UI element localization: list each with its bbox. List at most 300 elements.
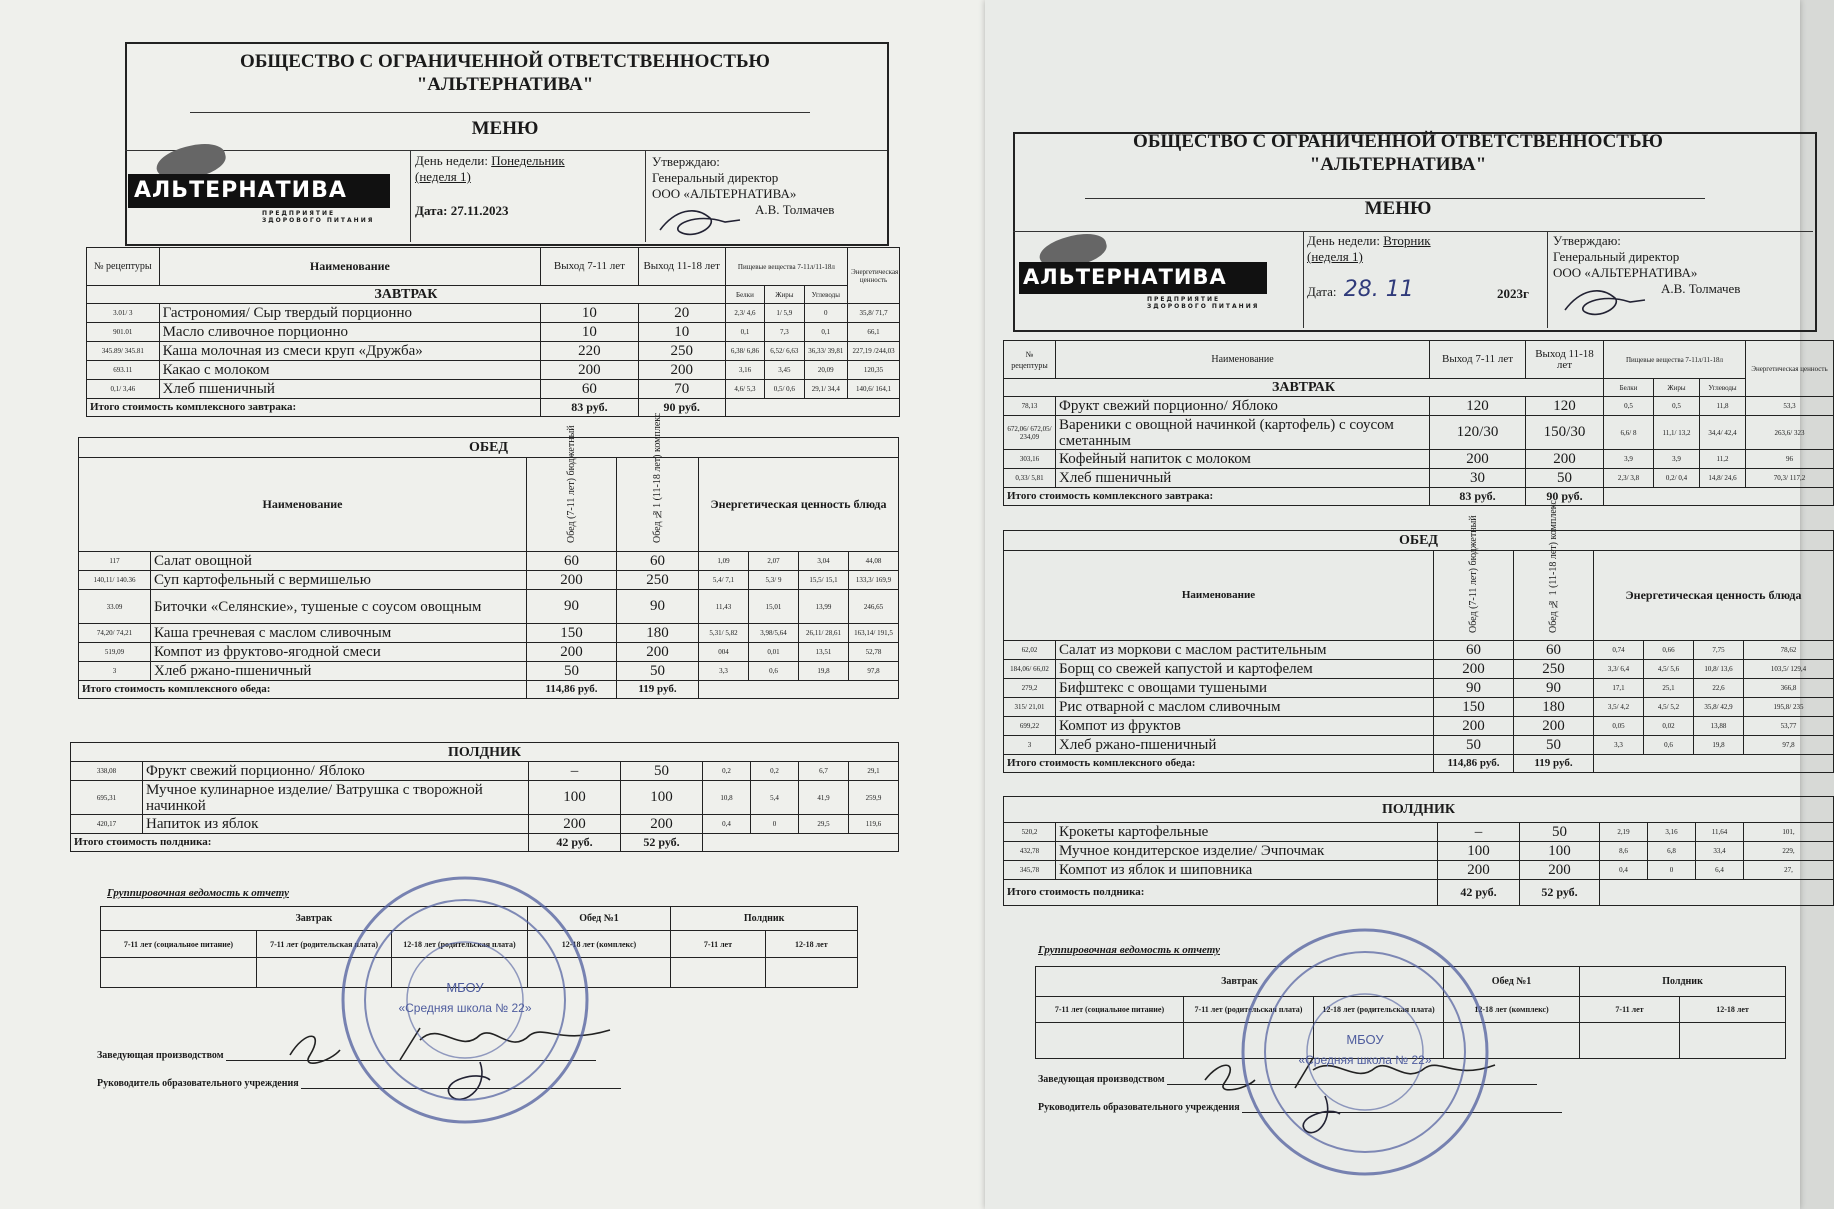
portion-11-18: 250 bbox=[1514, 660, 1594, 679]
portion-11-18: 200 bbox=[1514, 717, 1594, 736]
school-stamp bbox=[335, 870, 595, 1130]
grp-lunch: Обед №1 bbox=[1444, 967, 1580, 997]
fats-value: 0 bbox=[1648, 861, 1696, 880]
portion-7-11: 200 bbox=[527, 571, 617, 590]
portion-11-18: 200 bbox=[1520, 861, 1600, 880]
carbs-value: 6,4 bbox=[1696, 861, 1744, 880]
breakfast-total-2: 90 руб. bbox=[638, 399, 725, 417]
snack-total-2: 52 руб. bbox=[1520, 880, 1600, 906]
grp-snack: Полдник bbox=[671, 907, 858, 931]
dish-name: Компот из яблок и шиповника bbox=[1056, 861, 1438, 880]
org-line-2: "АЛЬТЕРНАТИВА" bbox=[1309, 154, 1487, 175]
portion-7-11: 100 bbox=[529, 781, 621, 815]
stamp-text-2: «Средняя школа № 22» bbox=[398, 1001, 532, 1015]
approve-label: Утверждаю: bbox=[652, 154, 720, 169]
energy-value: 96 bbox=[1746, 450, 1834, 469]
snack-total-1: 42 руб. bbox=[529, 834, 621, 852]
carbs-value: 29,5 bbox=[799, 815, 849, 834]
carbs-value: 20,09 bbox=[804, 361, 848, 380]
col-out-1: Выход 7-11 лет bbox=[1430, 341, 1526, 379]
portion-7-11: 10 bbox=[541, 323, 638, 342]
proteins-value: 2,3/ 3,8 bbox=[1604, 469, 1654, 488]
fats-value: 3,9 bbox=[1654, 450, 1700, 469]
col-energy: Энергетическая ценность bbox=[1746, 341, 1834, 397]
portion-7-11: 60 bbox=[527, 552, 617, 571]
dish-name: Хлеб ржано-пшеничный bbox=[151, 662, 527, 681]
dish-name: Бифштекс с овощами тушеными bbox=[1056, 679, 1434, 698]
carbs-value: 22,6 bbox=[1694, 679, 1744, 698]
day-value: Понедельник bbox=[491, 153, 565, 168]
fats-value: 6,8 bbox=[1648, 842, 1696, 861]
breakfast-header-row bbox=[87, 248, 900, 286]
carbs-value: 15,5/ 15,1 bbox=[799, 571, 849, 590]
portion-11-18: 180 bbox=[1514, 698, 1594, 717]
portion-7-11: 150 bbox=[527, 624, 617, 643]
portion-7-11: 120/30 bbox=[1430, 416, 1526, 450]
week-number: (неделя 1) bbox=[1307, 249, 1363, 264]
proteins-value: 5,4/ 7,1 bbox=[699, 571, 749, 590]
header-col-divider-2 bbox=[645, 150, 646, 242]
dish-name: Мучное кулинарное изделие/ Ватрушка с творожной начинкой bbox=[143, 781, 529, 815]
portion-11-18: 250 bbox=[638, 342, 725, 361]
week-number: (неделя 1) bbox=[415, 169, 471, 184]
portion-7-11: 200 bbox=[541, 361, 638, 380]
grp-col-3: 12-18 лет (родительская плата) bbox=[1314, 997, 1444, 1023]
portion-7-11: 60 bbox=[541, 380, 638, 399]
recipe-number: 33.09 bbox=[79, 590, 151, 624]
portion-7-11: 50 bbox=[527, 662, 617, 681]
energy-value: 133,3/ 169,9 bbox=[849, 571, 899, 590]
snack-row bbox=[71, 781, 899, 815]
energy-value: 53,77 bbox=[1744, 717, 1834, 736]
lunch-row bbox=[79, 662, 899, 681]
col-proteins: Белки bbox=[1604, 379, 1654, 397]
dish-name: Масло сливочное порционно bbox=[159, 323, 541, 342]
lunch-row bbox=[79, 643, 899, 662]
energy-value: 227,19 /244,03 bbox=[848, 342, 900, 361]
recipe-number: 0,1/ 3,46 bbox=[87, 380, 160, 399]
proteins-value: 3,3 bbox=[699, 662, 749, 681]
org-underline bbox=[190, 112, 810, 113]
carbs-value: 35,8/ 42,9 bbox=[1694, 698, 1744, 717]
energy-value: 195,8/ 235 bbox=[1744, 698, 1834, 717]
breakfast-row bbox=[87, 304, 900, 323]
fats-value: 1/ 5,9 bbox=[765, 304, 804, 323]
portion-11-18: 50 bbox=[621, 762, 703, 781]
portion-7-11: 200 bbox=[1434, 660, 1514, 679]
energy-value: 97,8 bbox=[1744, 736, 1834, 755]
grp-col-4: 12-18 лет (комплекс) bbox=[527, 931, 671, 958]
col-out-2: Выход 11-18 лет bbox=[638, 248, 725, 286]
snack-total-label: Итого стоимость полдника: bbox=[71, 834, 529, 852]
lunch-col-1: Обед (7-11 лет) бюджетный bbox=[1468, 514, 1479, 633]
lunch-table bbox=[78, 412, 899, 699]
dish-name: Борщ со свежей капустой и картофелем bbox=[1056, 660, 1434, 679]
portion-7-11: 220 bbox=[541, 342, 638, 361]
lunch-col-energy: Энергетическая ценность блюда bbox=[699, 458, 899, 552]
grp-col-1: 7-11 лет (социальное питание) bbox=[1036, 997, 1184, 1023]
school-head-label: Руководитель образовательного учреждения bbox=[1038, 1102, 1240, 1113]
logo-word: АЛЬТЕРНАТИВА bbox=[134, 178, 347, 203]
proteins-value: 0,5 bbox=[1604, 397, 1654, 416]
lunch-total-1: 114,86 руб. bbox=[527, 681, 617, 699]
dish-name: Напиток из яблок bbox=[143, 815, 529, 834]
fats-value: 5,3/ 9 bbox=[749, 571, 799, 590]
org-line-2: "АЛЬТЕРНАТИВА" bbox=[416, 74, 594, 95]
fats-value: 0,6 bbox=[1644, 736, 1694, 755]
col-out-1: Выход 7-11 лет bbox=[541, 248, 638, 286]
header-col-divider-1 bbox=[1303, 231, 1304, 328]
fats-value: 3,98/5,64 bbox=[749, 624, 799, 643]
day-value: Вторник bbox=[1383, 233, 1431, 248]
snack-total-row bbox=[1004, 880, 1834, 906]
energy-value: 78,62 bbox=[1744, 641, 1834, 660]
lunch-rows bbox=[79, 552, 899, 681]
dish-name: Каша гречневая с маслом сливочным bbox=[151, 624, 527, 643]
snack-section-title: ПОЛДНИК bbox=[71, 743, 899, 762]
proteins-value: 004 bbox=[699, 643, 749, 662]
portion-7-11: 200 bbox=[529, 815, 621, 834]
proteins-value: 0,2 bbox=[703, 762, 751, 781]
fats-value: 15,01 bbox=[749, 590, 799, 624]
dish-name: Мучное кондитерское изделие/ Эчпочмак bbox=[1056, 842, 1438, 861]
carbs-value: 0 bbox=[804, 304, 848, 323]
date-label: Дата: bbox=[415, 203, 448, 218]
portion-7-11: 200 bbox=[1430, 450, 1526, 469]
fats-value: 3,16 bbox=[1648, 823, 1696, 842]
carbs-value: 11,8 bbox=[1700, 397, 1746, 416]
recipe-number: 699,22 bbox=[1004, 717, 1056, 736]
portion-11-18: 200 bbox=[1526, 450, 1604, 469]
lunch-col-energy: Энергетическая ценность блюда bbox=[1594, 551, 1834, 641]
lunch-col-1: Обед (7-11 лет) бюджетный bbox=[566, 424, 577, 543]
portion-11-18: 10 bbox=[638, 323, 725, 342]
energy-value: 27, bbox=[1744, 861, 1834, 880]
grouping-report-title: Группировочная ведомость к отчету bbox=[1038, 944, 1220, 956]
dish-name: Фрукт свежий порционно/ Яблоко bbox=[143, 762, 529, 781]
energy-value: 29,1 bbox=[849, 762, 899, 781]
carbs-value: 13,88 bbox=[1694, 717, 1744, 736]
proteins-value: 3,3 bbox=[1594, 736, 1644, 755]
portion-7-11: 90 bbox=[527, 590, 617, 624]
org-line-1: ОБЩЕСТВО С ОГРАНИЧЕННОЙ ОТВЕТСТВЕННОСТЬЮ bbox=[1133, 131, 1663, 152]
energy-value: 120,35 bbox=[848, 361, 900, 380]
recipe-number: 695,31 bbox=[71, 781, 143, 815]
recipe-number: 519,09 bbox=[79, 643, 151, 662]
proteins-value: 3,16 bbox=[725, 361, 764, 380]
organization-name bbox=[125, 50, 885, 96]
portion-7-11: 100 bbox=[1438, 842, 1520, 861]
approver-name: А.В. Толмачев bbox=[1661, 281, 1741, 296]
carbs-value: 7,75 bbox=[1694, 641, 1744, 660]
snack-rows bbox=[1004, 823, 1834, 880]
dish-name: Крокеты картофельные bbox=[1056, 823, 1438, 842]
lunch-rows bbox=[1004, 641, 1834, 755]
proteins-value: 1,09 bbox=[699, 552, 749, 571]
fats-value: 5,4 bbox=[751, 781, 799, 815]
grp-col-2: 7-11 лет (родительская плата) bbox=[256, 931, 391, 958]
proteins-value: 0,74 bbox=[1594, 641, 1644, 660]
portion-11-18: 150/30 bbox=[1526, 416, 1604, 450]
grouping-report-title: Группировочная ведомость к отчету bbox=[107, 887, 289, 899]
dish-name: Хлеб ржано-пшеничный bbox=[1056, 736, 1434, 755]
organization-name bbox=[1013, 130, 1783, 176]
breakfast-section-title: ЗАВТРАК bbox=[87, 286, 726, 304]
grp-col-1: 7-11 лет (социальное питание) bbox=[101, 931, 257, 958]
col-nutrients: Пищевые вещества 7-11л/11-18л bbox=[725, 248, 847, 286]
snack-row bbox=[1004, 861, 1834, 880]
recipe-number: 432,78 bbox=[1004, 842, 1056, 861]
energy-value: 66,1 bbox=[848, 323, 900, 342]
snack-row bbox=[71, 762, 899, 781]
snack-table bbox=[1003, 796, 1834, 906]
dish-name: Салат овощной bbox=[151, 552, 527, 571]
menu-sheet-tuesday bbox=[985, 0, 1828, 1209]
portion-11-18: 200 bbox=[638, 361, 725, 380]
lunch-row bbox=[1004, 717, 1834, 736]
portion-7-11: – bbox=[1438, 823, 1520, 842]
portion-7-11: 200 bbox=[527, 643, 617, 662]
portion-11-18: 200 bbox=[617, 643, 699, 662]
fats-value: 0,02 bbox=[1644, 717, 1694, 736]
carbs-value: 11,64 bbox=[1696, 823, 1744, 842]
proteins-value: 3,9 bbox=[1604, 450, 1654, 469]
proteins-value: 0,1 bbox=[725, 323, 764, 342]
energy-value: 101, bbox=[1744, 823, 1834, 842]
snack-total-row bbox=[71, 834, 899, 852]
carbs-value: 13,99 bbox=[799, 590, 849, 624]
lunch-header-row bbox=[1004, 551, 1834, 641]
portion-11-18: 50 bbox=[1526, 469, 1604, 488]
logo-subtitle: ПРЕДПРИЯТИЕ ЗДОРОВОГО ПИТАНИЯ bbox=[1147, 296, 1260, 310]
fats-value: 7,3 bbox=[765, 323, 804, 342]
proteins-value: 6,38/ 6,86 bbox=[725, 342, 764, 361]
menu-date bbox=[415, 203, 509, 219]
proteins-value: 0,05 bbox=[1594, 717, 1644, 736]
col-fats: Жиры bbox=[765, 286, 804, 304]
dish-name: Рис отварной с маслом сливочным bbox=[1056, 698, 1434, 717]
school-head-label: Руководитель образовательного учреждения bbox=[97, 1078, 299, 1089]
grp-col-5: 7-11 лет bbox=[1580, 997, 1680, 1023]
snack-row bbox=[1004, 823, 1834, 842]
recipe-number: 303,16 bbox=[1004, 450, 1056, 469]
breakfast-row bbox=[1004, 397, 1834, 416]
stamp-text-2: «Средняя школа № 22» bbox=[1298, 1053, 1432, 1067]
breakfast-row bbox=[87, 380, 900, 399]
portion-11-18: 70 bbox=[638, 380, 725, 399]
menu-title: МЕНЮ bbox=[1364, 198, 1432, 219]
stamp-text-1: МБОУ bbox=[1346, 1032, 1384, 1047]
carbs-value: 0,1 bbox=[804, 323, 848, 342]
fats-value: 4,5/ 5,6 bbox=[1644, 660, 1694, 679]
grp-snack: Полдник bbox=[1580, 967, 1786, 997]
col-carbs: Углеводы bbox=[804, 286, 848, 304]
fats-value: 11,1/ 13,2 bbox=[1654, 416, 1700, 450]
lunch-row bbox=[1004, 660, 1834, 679]
recipe-number: 62,02 bbox=[1004, 641, 1056, 660]
fats-value: 4,5/ 5,2 bbox=[1644, 698, 1694, 717]
carbs-value: 6,7 bbox=[799, 762, 849, 781]
lunch-total-row bbox=[1004, 755, 1834, 773]
recipe-number: 0,33/ 5,81 bbox=[1004, 469, 1056, 488]
portion-7-11: 60 bbox=[1434, 641, 1514, 660]
grp-breakfast: Завтрак bbox=[1036, 967, 1444, 997]
lunch-total-label: Итого стоимость комплексного обеда: bbox=[1004, 755, 1434, 773]
col-name: Наименование bbox=[1056, 341, 1430, 379]
approver-org: ООО «АЛЬТЕРНАТИВА» bbox=[652, 186, 797, 201]
lunch-row bbox=[79, 552, 899, 571]
lunch-total-label: Итого стоимость комплексного обеда: bbox=[79, 681, 527, 699]
grp-col-2: 7-11 лет (родительская плата) bbox=[1184, 997, 1314, 1023]
fats-value: 0,66 bbox=[1644, 641, 1694, 660]
proteins-value: 0,4 bbox=[703, 815, 751, 834]
portion-11-18: 250 bbox=[617, 571, 699, 590]
dish-name: Каша молочная из смеси круп «Дружба» bbox=[159, 342, 541, 361]
logo-subtitle: ПРЕДПРИЯТИЕ ЗДОРОВОГО ПИТАНИЯ bbox=[262, 210, 375, 224]
snack-total-2: 52 руб. bbox=[621, 834, 703, 852]
dish-name: Салат из моркови с маслом растительным bbox=[1056, 641, 1434, 660]
snack-section-title: ПОЛДНИК bbox=[1004, 797, 1834, 823]
portion-11-18: 90 bbox=[617, 590, 699, 624]
lunch-total-row bbox=[79, 681, 899, 699]
org-line-1: ОБЩЕСТВО С ОГРАНИЧЕННОЙ ОТВЕТСТВЕННОСТЬЮ bbox=[240, 51, 770, 72]
portion-7-11: 50 bbox=[1434, 736, 1514, 755]
portion-11-18: 50 bbox=[1520, 823, 1600, 842]
proteins-value: 3,3/ 6,4 bbox=[1594, 660, 1644, 679]
grp-col-6: 12-18 лет bbox=[765, 931, 857, 958]
col-recipe: № рецептуры bbox=[1004, 341, 1056, 379]
carbs-value: 13,51 bbox=[799, 643, 849, 662]
dish-name: Гастрономия/ Сыр твердый порционно bbox=[159, 304, 541, 323]
carbs-value: 33,4 bbox=[1696, 842, 1744, 861]
proteins-value: 2,3/ 4,6 bbox=[725, 304, 764, 323]
lunch-header-row bbox=[79, 458, 899, 552]
dish-name: Вареники с овощной начинкой (картофель) с соусом сметанным bbox=[1056, 416, 1430, 450]
proteins-value: 8,6 bbox=[1600, 842, 1648, 861]
portion-11-18: 180 bbox=[617, 624, 699, 643]
lunch-row bbox=[79, 571, 899, 590]
breakfast-row bbox=[1004, 416, 1834, 450]
breakfast-rows bbox=[1004, 397, 1834, 488]
col-carbs: Углеводы bbox=[1700, 379, 1746, 397]
proteins-value: 17,1 bbox=[1594, 679, 1644, 698]
recipe-number: 420,17 bbox=[71, 815, 143, 834]
fats-value: 0,2 bbox=[751, 762, 799, 781]
carbs-value: 11,2 bbox=[1700, 450, 1746, 469]
carbs-value: 19,8 bbox=[799, 662, 849, 681]
lunch-total-2: 119 руб. bbox=[617, 681, 699, 699]
company-logo bbox=[128, 146, 408, 238]
portion-7-11: 120 bbox=[1430, 397, 1526, 416]
breakfast-total-row bbox=[87, 399, 900, 417]
dish-name: Хлеб пшеничный bbox=[159, 380, 541, 399]
portion-11-18: 120 bbox=[1526, 397, 1604, 416]
energy-value: 97,8 bbox=[849, 662, 899, 681]
fats-value: 0,2/ 0,4 bbox=[1654, 469, 1700, 488]
snack-total-1: 42 руб. bbox=[1438, 880, 1520, 906]
portion-11-18: 50 bbox=[1514, 736, 1594, 755]
fats-value: 25,1 bbox=[1644, 679, 1694, 698]
grp-lunch: Обед №1 bbox=[527, 907, 671, 931]
energy-value: 119,6 bbox=[849, 815, 899, 834]
day-of-week bbox=[1307, 233, 1537, 265]
lunch-row bbox=[1004, 641, 1834, 660]
breakfast-row bbox=[87, 342, 900, 361]
fats-value: 0,5/ 0,6 bbox=[765, 380, 804, 399]
dish-name: Какао с молоком bbox=[159, 361, 541, 380]
fats-value: 3,45 bbox=[765, 361, 804, 380]
approver-title: Генеральный директор bbox=[652, 170, 779, 185]
fats-value: 0,01 bbox=[749, 643, 799, 662]
energy-value: 163,14/ 191,5 bbox=[849, 624, 899, 643]
portion-11-18: 50 bbox=[617, 662, 699, 681]
breakfast-total-1: 83 руб. bbox=[541, 399, 638, 417]
proteins-value: 2,19 bbox=[1600, 823, 1648, 842]
breakfast-total-2: 90 руб. bbox=[1526, 488, 1604, 506]
proteins-value: 6,6/ 8 bbox=[1604, 416, 1654, 450]
portion-7-11: 150 bbox=[1434, 698, 1514, 717]
recipe-number: 3 bbox=[79, 662, 151, 681]
recipe-number: 117 bbox=[79, 552, 151, 571]
recipe-number: 693.11 bbox=[87, 361, 160, 380]
carbs-value: 29,1/ 34,4 bbox=[804, 380, 848, 399]
col-energy: Энергетическая ценность bbox=[848, 248, 900, 304]
recipe-number: 901.01 bbox=[87, 323, 160, 342]
col-out-2: Выход 11-18 лет bbox=[1526, 341, 1604, 379]
stamp-text-1: МБОУ bbox=[446, 980, 484, 995]
dish-name: Компот из фруктов bbox=[1056, 717, 1434, 736]
portion-7-11: 200 bbox=[1434, 717, 1514, 736]
proteins-value: 0,4 bbox=[1600, 861, 1648, 880]
proteins-value: 5,31/ 5,82 bbox=[699, 624, 749, 643]
col-name: Наименование bbox=[159, 248, 541, 286]
recipe-number: 279,2 bbox=[1004, 679, 1056, 698]
proteins-value: 4,6/ 5,3 bbox=[725, 380, 764, 399]
production-head-label: Заведующая производством bbox=[1038, 1074, 1165, 1085]
breakfast-total-1: 83 руб. bbox=[1430, 488, 1526, 506]
proteins-value: 11,43 bbox=[699, 590, 749, 624]
grp-breakfast: Завтрак bbox=[101, 907, 528, 931]
portion-11-18: 90 bbox=[1514, 679, 1594, 698]
director-signature bbox=[1560, 280, 1650, 325]
energy-value: 366,8 bbox=[1744, 679, 1834, 698]
carbs-value: 14,8/ 24,6 bbox=[1700, 469, 1746, 488]
breakfast-row bbox=[1004, 469, 1834, 488]
header-col-divider-2 bbox=[1547, 231, 1548, 328]
energy-value: 263,6/ 323 bbox=[1746, 416, 1834, 450]
carbs-value: 10,8/ 13,6 bbox=[1694, 660, 1744, 679]
fats-value: 0,6 bbox=[749, 662, 799, 681]
col-recipe: № рецептуры bbox=[87, 248, 160, 286]
lunch-col-2: Обед № 1 (11-18 лет) комплекс bbox=[1548, 499, 1559, 633]
portion-11-18: 100 bbox=[1520, 842, 1600, 861]
lunch-section-title: ОБЕД bbox=[1004, 531, 1834, 551]
snack-table bbox=[70, 742, 899, 852]
portion-7-11: 90 bbox=[1434, 679, 1514, 698]
portion-11-18: 100 bbox=[621, 781, 703, 815]
carbs-value: 19,8 bbox=[1694, 736, 1744, 755]
proteins-value: 10,8 bbox=[703, 781, 751, 815]
recipe-number: 78,13 bbox=[1004, 397, 1056, 416]
breakfast-row bbox=[1004, 450, 1834, 469]
energy-value: 53,3 bbox=[1746, 397, 1834, 416]
company-logo bbox=[1019, 232, 1299, 324]
approve-label: Утверждаю: bbox=[1553, 233, 1621, 248]
logo-word: АЛЬТЕРНАТИВА bbox=[1023, 265, 1227, 289]
col-proteins: Белки bbox=[725, 286, 764, 304]
approver-org: ООО «АЛЬТЕРНАТИВА» bbox=[1553, 265, 1698, 280]
fats-value: 2,07 bbox=[749, 552, 799, 571]
